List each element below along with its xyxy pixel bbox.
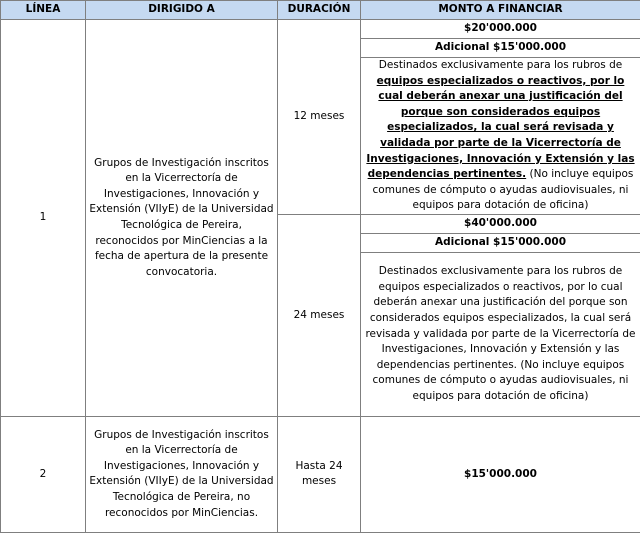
- desc-24-cell: Destinados exclusivamente para los rubros de equipos especializados o reactivos, por lo cual deberán anexar una justificación del porque son considerados equipos especializados, la cual será revisada y validada por parte de la Vicerrectoría de Investigaciones, Innovación y Extensión y las dependencias pertinentes. (No incluye equipos comunes de cómputo o ayudas audiovisuales, ni equipos para dotación de oficina): [361, 252, 640, 416]
- linea-1-cell: 1: [1, 20, 86, 417]
- monto-12-cell: $20'000.000: [361, 20, 640, 39]
- desc-12-cell: [361, 58, 640, 215]
- duracion-2-cell: Hasta 24 meses: [278, 416, 361, 532]
- header-row: [1, 1, 640, 20]
- duracion-12-cell: 12 meses: [278, 20, 361, 215]
- desc-12-end: (No incluye equipos comunes de cómputo o ayudas audiovisuales, ni equipos para dotación de oficina): [373, 168, 634, 211]
- header-linea: LÍNEA: [1, 1, 86, 20]
- table-row: [1, 416, 640, 532]
- linea-2-cell: 2: [1, 416, 86, 532]
- table-row: [1, 20, 640, 39]
- monto-2-cell: $15'000.000: [361, 416, 640, 532]
- dirigido-2-cell: Grupos de Investigación inscritos en la Vicerrectoría de Investigaciones, Innovación y Extensión (VIIyE) de la Universidad Tecnológica de Pereira, no reconocidos por MinCiencias.: [86, 416, 278, 532]
- header-duracion: DURACIÓN: [278, 1, 361, 20]
- monto-24-cell: $40'000.000: [361, 214, 640, 233]
- dirigido-1-cell: Grupos de Investigación inscritos en la Vicerrectoría de Investigaciones, Innovación y Extensión (VIIyE) de la Universidad Tecnológica de Pereira, reconocidos por MinCiencias a la fecha de apertura de la presente convocatoria.: [86, 20, 278, 417]
- adicional-12-cell: Adicional $15'000.000: [361, 39, 640, 58]
- header-monto: MONTO A FINANCIAR: [361, 1, 640, 20]
- desc-12-start: Destinados exclusivamente para los rubros de: [379, 59, 622, 71]
- adicional-24-cell: Adicional $15'000.000: [361, 233, 640, 252]
- duracion-24-cell: 24 meses: [278, 214, 361, 416]
- desc-12-underlined: equipos especializados o reactivos, por lo cual deberán anexar una justificación del porque son considerados equipos especializados, la cual será revisada y validada por parte de la Vicerrectoría de Investigaciones, Innovación y Extensión y las dependencias pertinentes.: [366, 75, 634, 181]
- header-dirigido: DIRIGIDO A: [86, 1, 278, 20]
